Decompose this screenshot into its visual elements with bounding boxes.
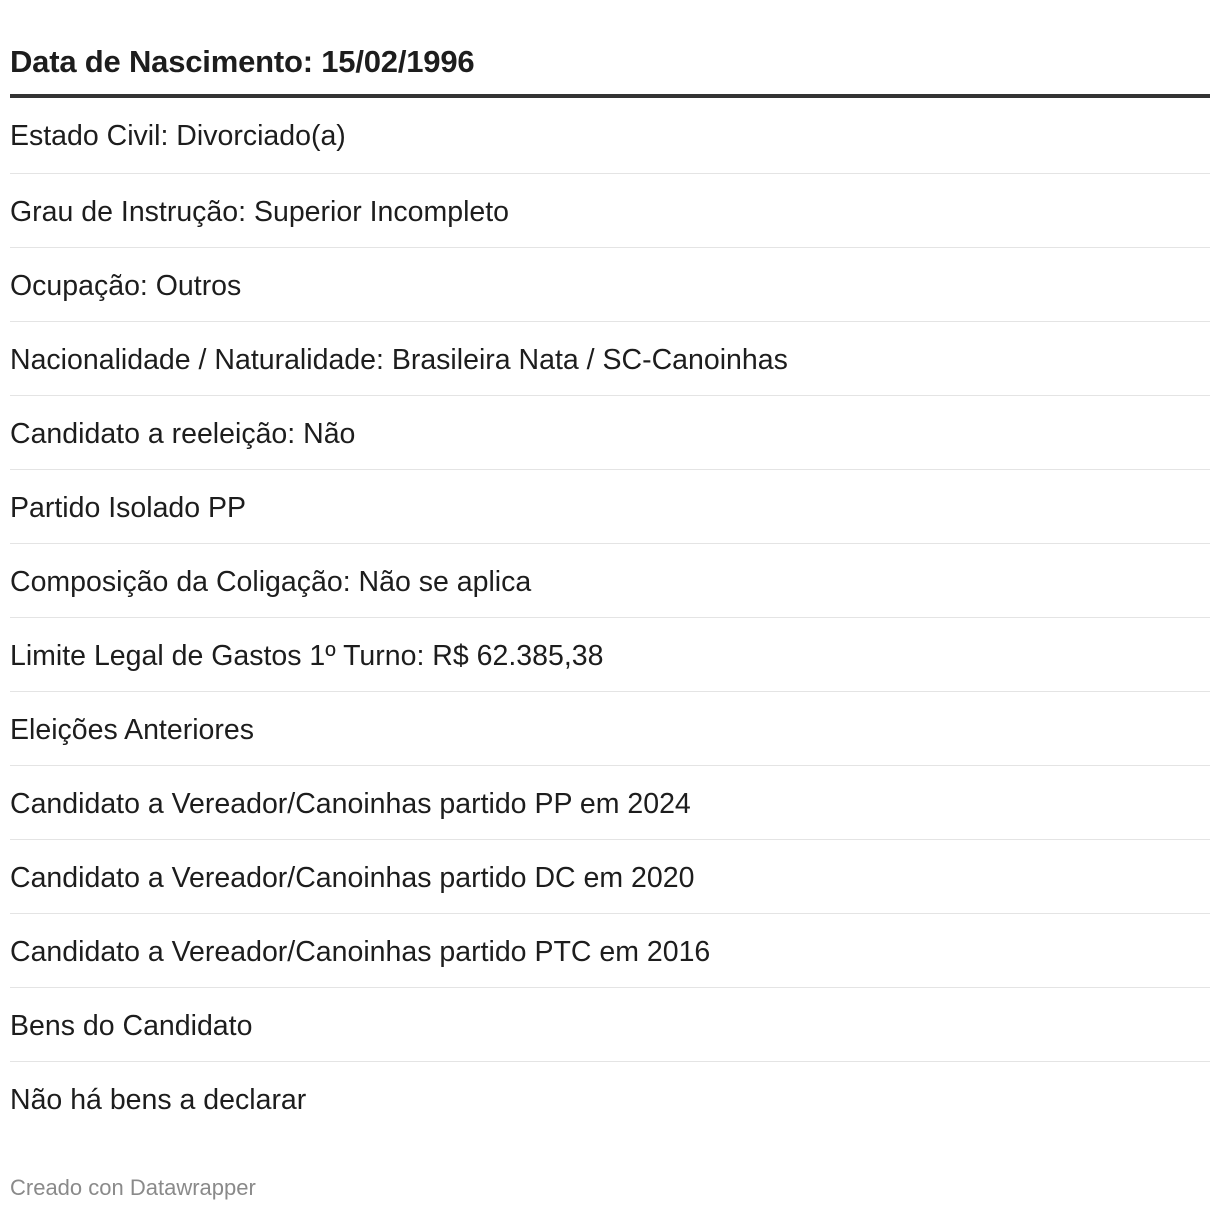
- table-row: [10, 248, 1210, 322]
- table-row: [10, 692, 1210, 766]
- row-spending-limit: Limite Legal de Gastos 1º Turno: R$ 62.385,38: [10, 640, 604, 672]
- table-row: [10, 766, 1210, 840]
- row-occupation: Ocupação: Outros: [10, 270, 242, 302]
- header-birth-date: Data de Nascimento: 15/02/1996: [10, 44, 475, 79]
- row-marital-status: Estado Civil: Divorciado(a): [10, 120, 346, 152]
- table-row: [10, 396, 1210, 470]
- table-row: [10, 840, 1210, 914]
- row-assets-heading: Bens do Candidato: [10, 1010, 253, 1042]
- row-coalition: Composição da Coligação: Não se aplica: [10, 566, 532, 598]
- row-previous-elections-heading: Eleições Anteriores: [10, 714, 254, 746]
- datawrapper-credit: Creado con Datawrapper: [10, 1175, 256, 1200]
- row-reelection: Candidato a reeleição: Não: [10, 418, 356, 450]
- row-election-2020: Candidato a Vereador/Canoinhas partido DC em 2020: [10, 862, 695, 894]
- row-election-2016: Candidato a Vereador/Canoinhas partido PTC em 2016: [10, 936, 711, 968]
- table-row: [10, 544, 1210, 618]
- row-election-2024: Candidato a Vereador/Canoinhas partido PP em 2024: [10, 788, 691, 820]
- table-row: [10, 914, 1210, 988]
- table-row: [10, 470, 1210, 544]
- table-row: [10, 322, 1210, 396]
- row-nationality: Nacionalidade / Naturalidade: Brasileira Nata / SC-Canoinhas: [10, 344, 788, 376]
- row-no-assets: Não há bens a declarar: [10, 1084, 307, 1116]
- table-row: [10, 98, 1210, 174]
- table-row: [10, 618, 1210, 692]
- row-education: Grau de Instrução: Superior Incompleto: [10, 196, 510, 228]
- table-header: [10, 0, 1210, 98]
- candidate-info-table: [10, 0, 1210, 1136]
- table-row: [10, 1062, 1210, 1136]
- table-row: [10, 174, 1210, 248]
- row-party: Partido Isolado PP: [10, 492, 247, 524]
- table-row: [10, 988, 1210, 1062]
